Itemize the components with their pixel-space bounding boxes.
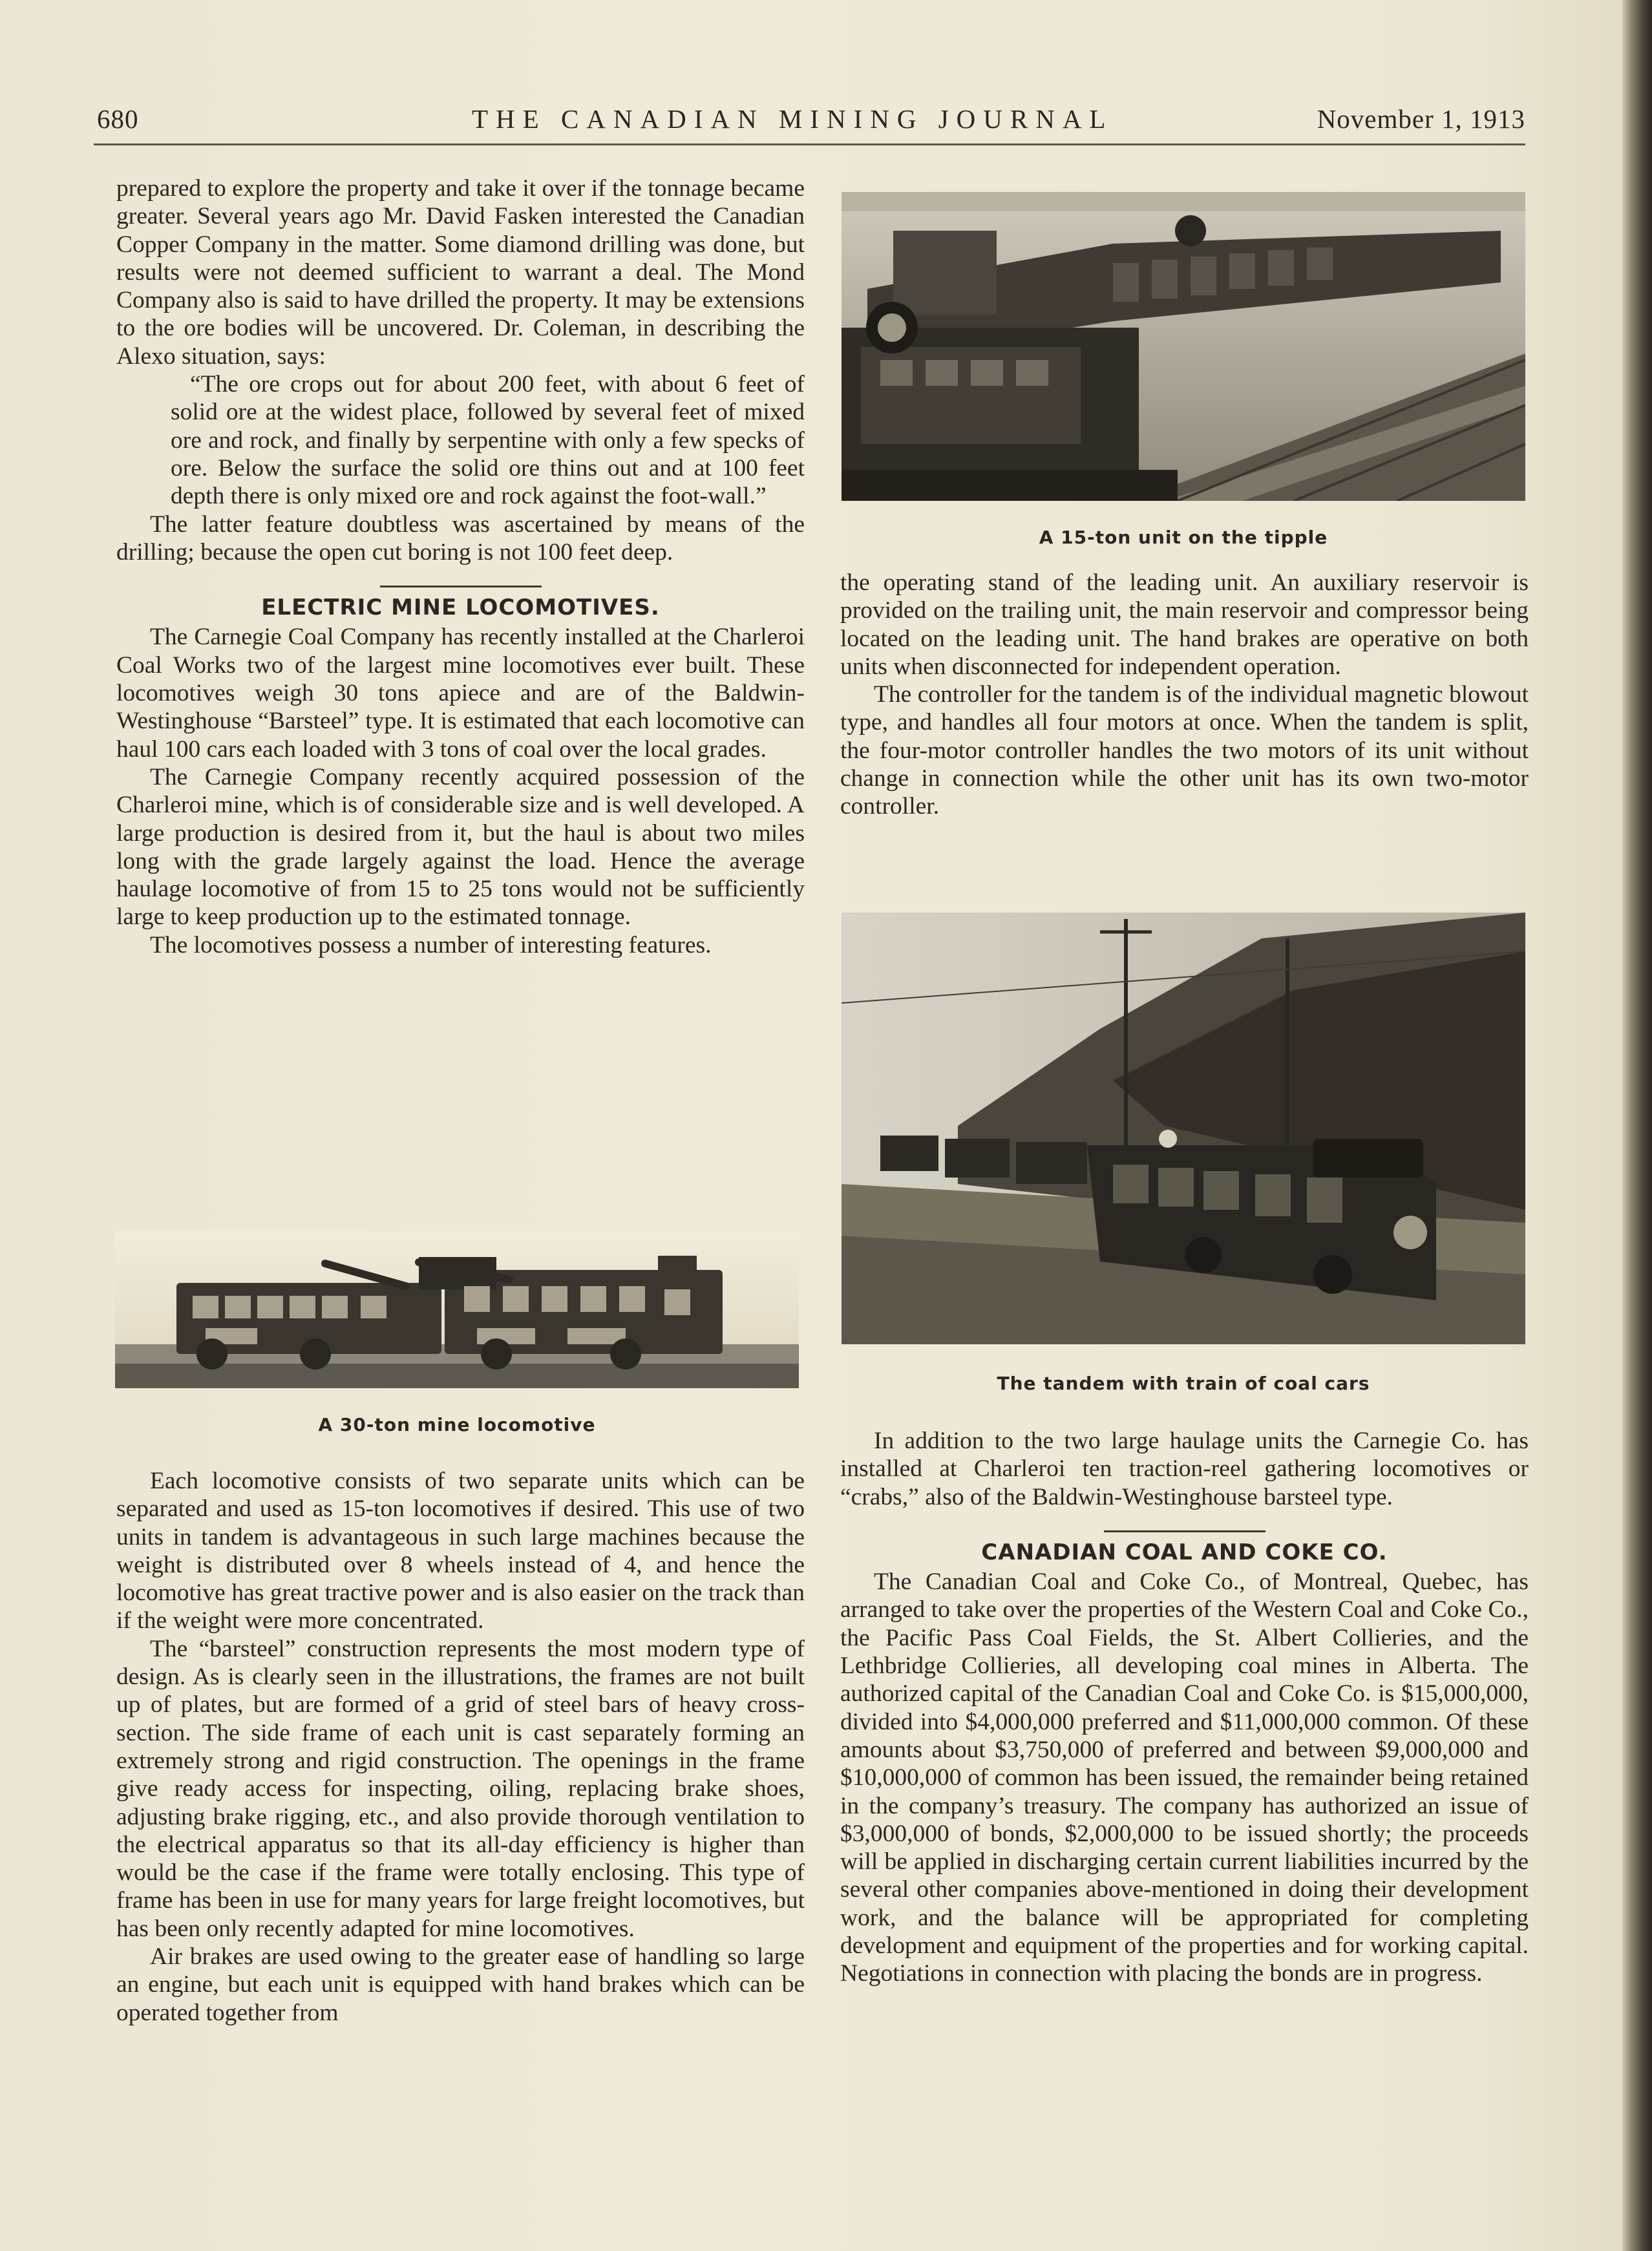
figure-caption: A 15-ton unit on the tipple <box>1039 527 1328 548</box>
paragraph: The Carnegie Coal Company has recently installed at the Charleroi Coal Works two of the largest mine locomotives ever built. These locomotives weigh 30 tons apiece and are of the Baldwin-Westinghouse “Barsteel” type. It is estimated that each locomotive can haul 100 cars each loaded with 3 tons of coal over the local grades. <box>116 624 805 763</box>
block-quote: “The ore crops out for about 200 feet, with about 6 feet of solid ore at the widest place, followed by several feet of mixed ore and rock, and finally by serpentine with only a few specks of ore. Below the surface the solid ore thins out and at 100 feet depth there is only mixed ore and rock against the foot-wall.” <box>171 371 805 510</box>
paragraph: Each locomotive consists of two separate units which can be separated and used as 15-ton locomotives if desired. This use of two units in tandem is advantageous in such large machines because the weight is distributed over 8 wheels instead of 4, and hence the locomotive has great tractive power and is also easier on the track than if the weight were more concentrated. <box>116 1468 805 1634</box>
section-heading: ELECTRIC MINE LOCOMOTIVES. <box>261 595 660 621</box>
paragraph: prepared to explore the property and take it over if the tonnage became greater. Several years ago Mr. David Fasken interested the Canadian Copper Company in the matter. Some diamond drilling was done, but results were not deemed sufficient to warrant a deal. The Mond Company also is said to have drilled the property. It may be extensions to the ore bodies will be uncovered. Dr. Coleman, in describing the Alexo situation, says: <box>116 175 805 370</box>
page-number: 680 <box>97 104 139 134</box>
paragraph: The Canadian Coal and Coke Co., of Montreal, Quebec, has arranged to take over the properties of the Western Coal and Coke Co., the Pacific Pass Coal Fields, the St. Albert Collieries, and the Lethbridge Collieries, all developing coal mines in Alberta. The authorized capital of the Canadian Coal and Coke Co. is $15,000,000, divided into $4,000,000 preferred and $11,000,000 common. Of these amounts about $3,750,000 of preferred and between $9,000,000 and $10,000,000 of common has been issued, the remainder being retained in the company’s treasury. The company has authorized an issue of $3,000,000 of bonds, $2,000,000 to be issued shortly; the proceeds will be applied in discharging certain current liabilities incurred by the several other companies above-mentioned in doing their development work, and the balance will be appropriated for completing development and equipment of the properties and for working capital. Negotiations in connection with placing the bonds are in progress. <box>840 1569 1529 1987</box>
paragraph: In addition to the two large haulage units the Carnegie Co. has installed at Charleroi ten traction-reel gathering locomotives or “crabs,” also of the Baldwin-Westinghouse barsteel type. <box>840 1428 1529 1510</box>
tandem-train-photo <box>842 913 1525 1344</box>
paragraph: Air brakes are used owing to the greater ease of handling so large an engine, but each unit is equipped with hand brakes which can be operated together from <box>116 1943 805 2026</box>
paragraph: The “barsteel” construction represents the most modern type of design. As is clearly seen in the illustrations, the frames are not built up of plates, but are formed of a grid of steel bars of heavy cross-section. The side frame of each unit is cast separately forming an extremely strong and rigid construction. The openings in the frame give ready access for inspecting, oiling, replacing brake shoes, adjusting brake rigging, etc., and also provide thorough ventilation to the electrical apparatus so that its all-day efficiency is higher than would be the case if the frame were totally enclosing. This type of frame has been in use for many years for large freight locomotives, but has been only recently adapted for mine locomotives. <box>116 1635 805 1942</box>
tipple-photo <box>842 192 1525 501</box>
paragraph: The Carnegie Company recently acquired possession of the Charleroi mine, which is of considerable size and is well developed. A large production is desired from it, but the haul is about two miles long with the grade largely against the load. Hence the average haulage locomotive of from 15 to 25 tons would not be sufficiently large to keep production up to the estimated tonnage. <box>116 763 805 931</box>
left-column <box>116 174 805 959</box>
page-header <box>97 103 1525 142</box>
figure-15-ton-unit-tipple <box>842 192 1525 501</box>
header-rule <box>94 143 1525 145</box>
section-heading: CANADIAN COAL AND COKE CO. <box>981 1539 1388 1565</box>
right-column-continued <box>840 1427 1529 1988</box>
paragraph: The controller for the tandem is of the individual magnetic blowout type, and handles all four motors at once. When the tandem is split, the four-motor controller handles the two motors of its unit without change in connection while the other unit has its own two-motor controller. <box>840 681 1529 820</box>
paragraph: The latter feature doubtless was ascertained by means of the drilling; because the open cut boring is not 100 feet deep. <box>116 511 805 565</box>
figure-caption: A 30-ton mine locomotive <box>318 1414 596 1435</box>
locomotive-illustration <box>115 1231 799 1388</box>
book-spine-shadow <box>1622 0 1652 2251</box>
paragraph: The locomotives possess a number of interesting features. <box>150 931 712 958</box>
right-column <box>840 569 1529 821</box>
figure-tandem-with-coal-cars <box>842 913 1525 1344</box>
journal-title: THE CANADIAN MINING JOURNAL <box>472 104 1114 134</box>
section-divider <box>1104 1530 1265 1532</box>
figure-30-ton-locomotive <box>115 1231 799 1388</box>
issue-date: November 1, 1913 <box>1317 104 1525 134</box>
section-divider <box>380 586 542 587</box>
figure-caption: The tandem with train of coal cars <box>997 1373 1370 1394</box>
left-column-continued <box>116 1467 805 2027</box>
paragraph: the operating stand of the leading unit. An auxiliary reservoir is provided on the trailing unit, the main reservoir and compressor being located on the leading unit. The hand brakes are operative on both units when disconnected for independent operation. <box>840 569 1529 680</box>
